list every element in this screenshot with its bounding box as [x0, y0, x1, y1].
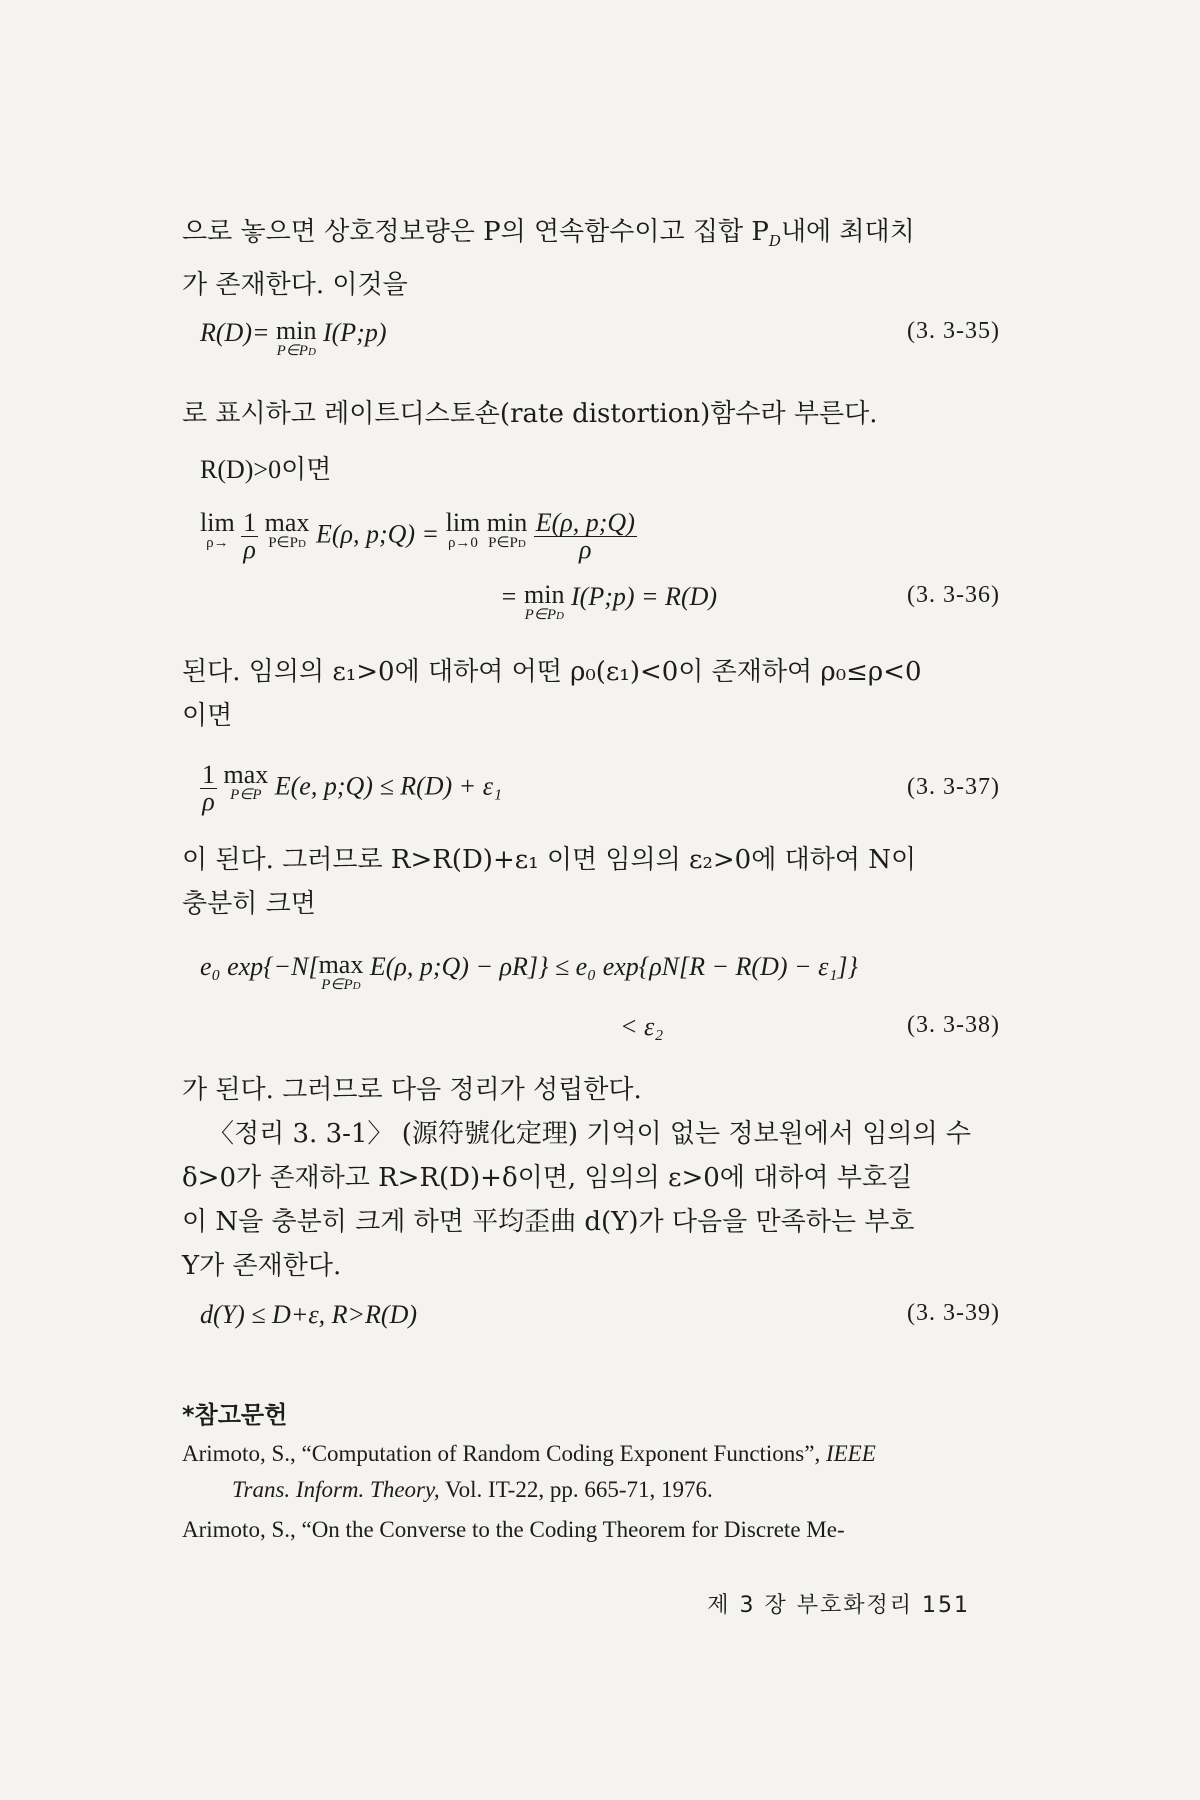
theorem-line1: 〈정리 3. 3-1〉 (源符號化定理) 기억이 없는 정보원에서 임의의 수	[208, 1119, 971, 1149]
eq3-frac-bot: ρ	[202, 787, 215, 816]
eq4-max	[319, 952, 364, 993]
eq2-line2-lhs: =	[500, 582, 518, 611]
eq2-min-text: min	[486, 508, 528, 537]
para1-line1-end: 내에 최대치	[780, 217, 915, 247]
eq4-max-sub: P∈P	[321, 977, 353, 993]
eq4-line2: < ε₂	[620, 1012, 664, 1041]
eq2-lim	[200, 510, 235, 550]
equation-3-3-35	[200, 318, 1000, 366]
para5-line2: 충분히 크면	[182, 889, 316, 919]
eq1-min-operator	[276, 318, 316, 359]
theorem-line2: δ>0가 존재하고 R>R(D)+δ이면, 임의의 ε>0에 대하여 부호길	[182, 1163, 913, 1193]
theorem-line4: Y가 존재한다.	[182, 1251, 342, 1281]
para4-line1: 된다. 임의의 ε₁>0에 대하여 어떤 ρ₀(ε₁)<0이 존재하여 ρ₀≤ρ<0	[182, 657, 922, 687]
eq2-mid: E(ρ, p;Q) =	[315, 519, 440, 549]
eq4-max-text: max	[318, 950, 364, 979]
reference-2: Arimoto, S., “On the Converse to the Coding Theorem for Discrete Me-	[182, 1517, 845, 1542]
eq4-number: (3. 3-38)	[907, 1012, 1000, 1038]
paragraph-6: 가 된다. 그러므로 다음 정리가 성립한다.	[182, 1075, 642, 1105]
eq2-lim-text: lim	[200, 508, 235, 537]
eq1-min-sub2: D	[307, 346, 316, 358]
eq2-min-sub2: D	[517, 538, 526, 550]
eq1-rhs: I(P;p)	[322, 318, 387, 347]
eq3-max	[224, 762, 269, 802]
eq4-rhs: E(ρ, p;Q) − ρR]} ≤ e₀ exp{ρN[R − R(D) − ε₁]}	[363, 952, 858, 981]
ref1-journal: Trans. Inform. Theory,	[232, 1477, 440, 1502]
eq4-lhs: e₀ exp{−N[	[200, 952, 319, 981]
equation-3-3-38-line2	[200, 1012, 1000, 1060]
page-footer: 제 3 장 부호화정리 151	[707, 1593, 970, 1618]
eq3-max-text: max	[223, 760, 269, 789]
paragraph-4	[182, 650, 1002, 738]
eq2-lim2	[446, 510, 481, 550]
eq3-rhs: E(e, p;Q) ≤ R(D) + ε₁	[274, 771, 503, 801]
para1-line1-text: 으로 놓으면 상호정보량은 P의 연속함수이고 집합 P	[182, 217, 769, 247]
eq3-frac-top: 1	[202, 760, 215, 789]
equation-3-3-36-line1	[200, 510, 1000, 580]
equation-3-3-37	[200, 762, 1000, 822]
para4-line2: 이면	[182, 701, 233, 731]
eq2-lim2-sub: ρ→0	[447, 535, 478, 551]
eq2-frac2-bot: ρ	[579, 535, 592, 564]
paragraph-3: R(D)>0이면	[200, 455, 332, 484]
para1-line2-text: 가 존재한다. 이것을	[182, 270, 408, 301]
eq4-max-sub2: D	[352, 980, 361, 992]
eq2-number: (3. 3-36)	[907, 582, 1000, 608]
theorem-3-3-1	[182, 1112, 1002, 1288]
eq2-line2-min	[524, 582, 564, 623]
eq2-line2-min-sub2: D	[556, 610, 564, 622]
ref1-journal-start: IEEE	[825, 1441, 876, 1466]
eq2-lim-sub: ρ→	[206, 535, 229, 551]
eq2-line2-rhs: I(P;p) = R(D)	[571, 582, 718, 611]
eq1-number: (3. 3-35)	[907, 318, 1000, 344]
eq2-frac1-bot: ρ	[243, 535, 256, 564]
eq1-lhs: R(D)=	[200, 318, 270, 347]
eq2-min	[487, 510, 527, 551]
eq5-number: (3. 3-39)	[907, 1300, 1000, 1326]
equation-3-3-39	[200, 1300, 1000, 1348]
eq2-max-sub2: D	[297, 538, 306, 550]
paragraph-5	[182, 838, 1002, 926]
ref1-authors-title: Arimoto, S., “Computation of Random Coding Exponent Functions”,	[182, 1441, 826, 1466]
references-heading: *참고문헌	[182, 1401, 288, 1429]
eq2-frac2	[534, 510, 637, 563]
paragraph-1	[182, 210, 1002, 307]
equation-3-3-36-line2	[200, 582, 1000, 630]
eq2-max-text: max	[264, 508, 310, 537]
eq2-min-sub: P∈P	[488, 535, 518, 551]
eq2-max-sub: P∈P	[268, 535, 298, 551]
eq2-frac2-top: E(ρ, p;Q)	[535, 508, 635, 537]
theorem-line3: 이 N을 충분히 크게 하면 平均歪曲 d(Y)가 다음을 만족하는 부호	[182, 1207, 915, 1237]
eq2-line2-min-text: min	[524, 580, 565, 609]
eq3-max-sub: P∈P	[230, 787, 262, 803]
eq2-lim2-text: lim	[445, 508, 481, 537]
para1-sub: D	[768, 232, 781, 251]
eq3-number: (3. 3-37)	[907, 774, 1000, 800]
eq2-frac1-top: 1	[243, 508, 257, 537]
eq1-min: min	[276, 316, 317, 345]
eq2-max	[265, 510, 310, 551]
eq3-frac	[200, 762, 217, 815]
para5-line1: 이 된다. 그러므로 R>R(D)+ε₁ 이면 임의의 ε₂>0에 대하여 N이	[182, 845, 917, 875]
paragraph-2: 로 표시하고 레이트디스토숀(rate distortion)함수라 부른다.	[182, 399, 878, 429]
eq2-line2-min-sub: P∈P	[524, 607, 556, 623]
eq2-frac1	[241, 510, 258, 563]
reference-1	[182, 1436, 1002, 1508]
ref1-volume: Vol. IT-22, pp. 665-71, 1976.	[439, 1477, 713, 1502]
equation-3-3-38-line1	[200, 952, 1000, 1002]
eq5-body: d(Y) ≤ D+ε, R>R(D)	[200, 1300, 418, 1329]
eq1-min-sub: P∈P	[276, 343, 308, 359]
